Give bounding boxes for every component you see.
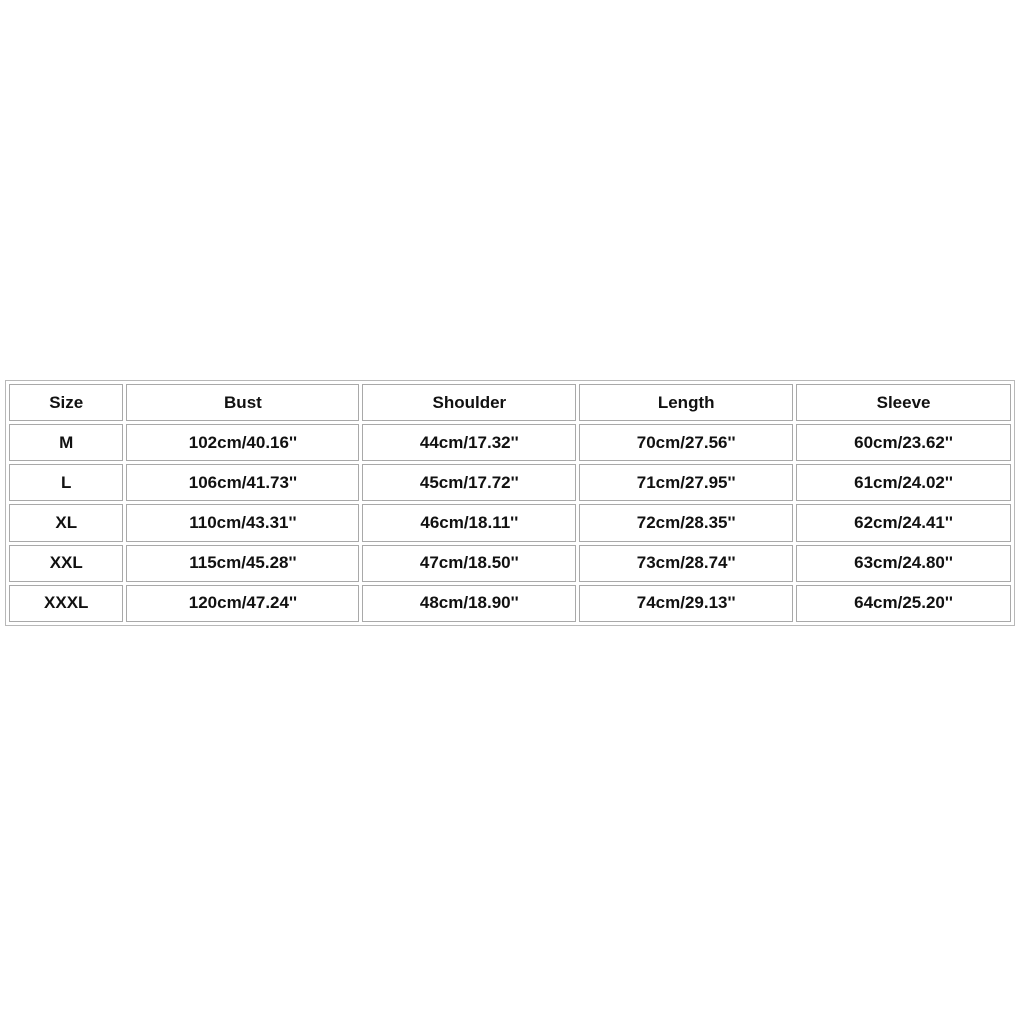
shoulder-cell: 48cm/18.90'': [362, 585, 576, 622]
sleeve-cell: 60cm/23.62'': [796, 424, 1011, 461]
bust-cell: 106cm/41.73'': [126, 464, 359, 501]
bust-cell: 115cm/45.28'': [126, 545, 359, 582]
size-cell: XXL: [9, 545, 123, 582]
size-cell: L: [9, 464, 123, 501]
length-cell: 73cm/28.74'': [579, 545, 793, 582]
shoulder-cell: 47cm/18.50'': [362, 545, 576, 582]
table-row: [9, 545, 1011, 582]
length-cell: 70cm/27.56'': [579, 424, 793, 461]
size-cell: M: [9, 424, 123, 461]
bust-cell: 102cm/40.16'': [126, 424, 359, 461]
column-header-shoulder: Shoulder: [362, 384, 576, 421]
sleeve-cell: 64cm/25.20'': [796, 585, 1011, 622]
column-header-size: Size: [9, 384, 123, 421]
column-header-sleeve: Sleeve: [796, 384, 1011, 421]
bust-cell: 120cm/47.24'': [126, 585, 359, 622]
column-header-length: Length: [579, 384, 793, 421]
table-row: [9, 464, 1011, 501]
table-row: [9, 424, 1011, 461]
length-cell: 74cm/29.13'': [579, 585, 793, 622]
sleeve-cell: 61cm/24.02'': [796, 464, 1011, 501]
sleeve-cell: 63cm/24.80'': [796, 545, 1011, 582]
shoulder-cell: 44cm/17.32'': [362, 424, 576, 461]
size-cell: XXXL: [9, 585, 123, 622]
column-header-bust: Bust: [126, 384, 359, 421]
size-chart-grid: [6, 381, 1014, 625]
size-chart-table: [5, 380, 1015, 626]
size-cell: XL: [9, 504, 123, 541]
sleeve-cell: 62cm/24.41'': [796, 504, 1011, 541]
table-row: [9, 504, 1011, 541]
length-cell: 72cm/28.35'': [579, 504, 793, 541]
length-cell: 71cm/27.95'': [579, 464, 793, 501]
shoulder-cell: 45cm/17.72'': [362, 464, 576, 501]
bust-cell: 110cm/43.31'': [126, 504, 359, 541]
table-row: [9, 585, 1011, 622]
shoulder-cell: 46cm/18.11'': [362, 504, 576, 541]
header-row: [9, 384, 1011, 421]
